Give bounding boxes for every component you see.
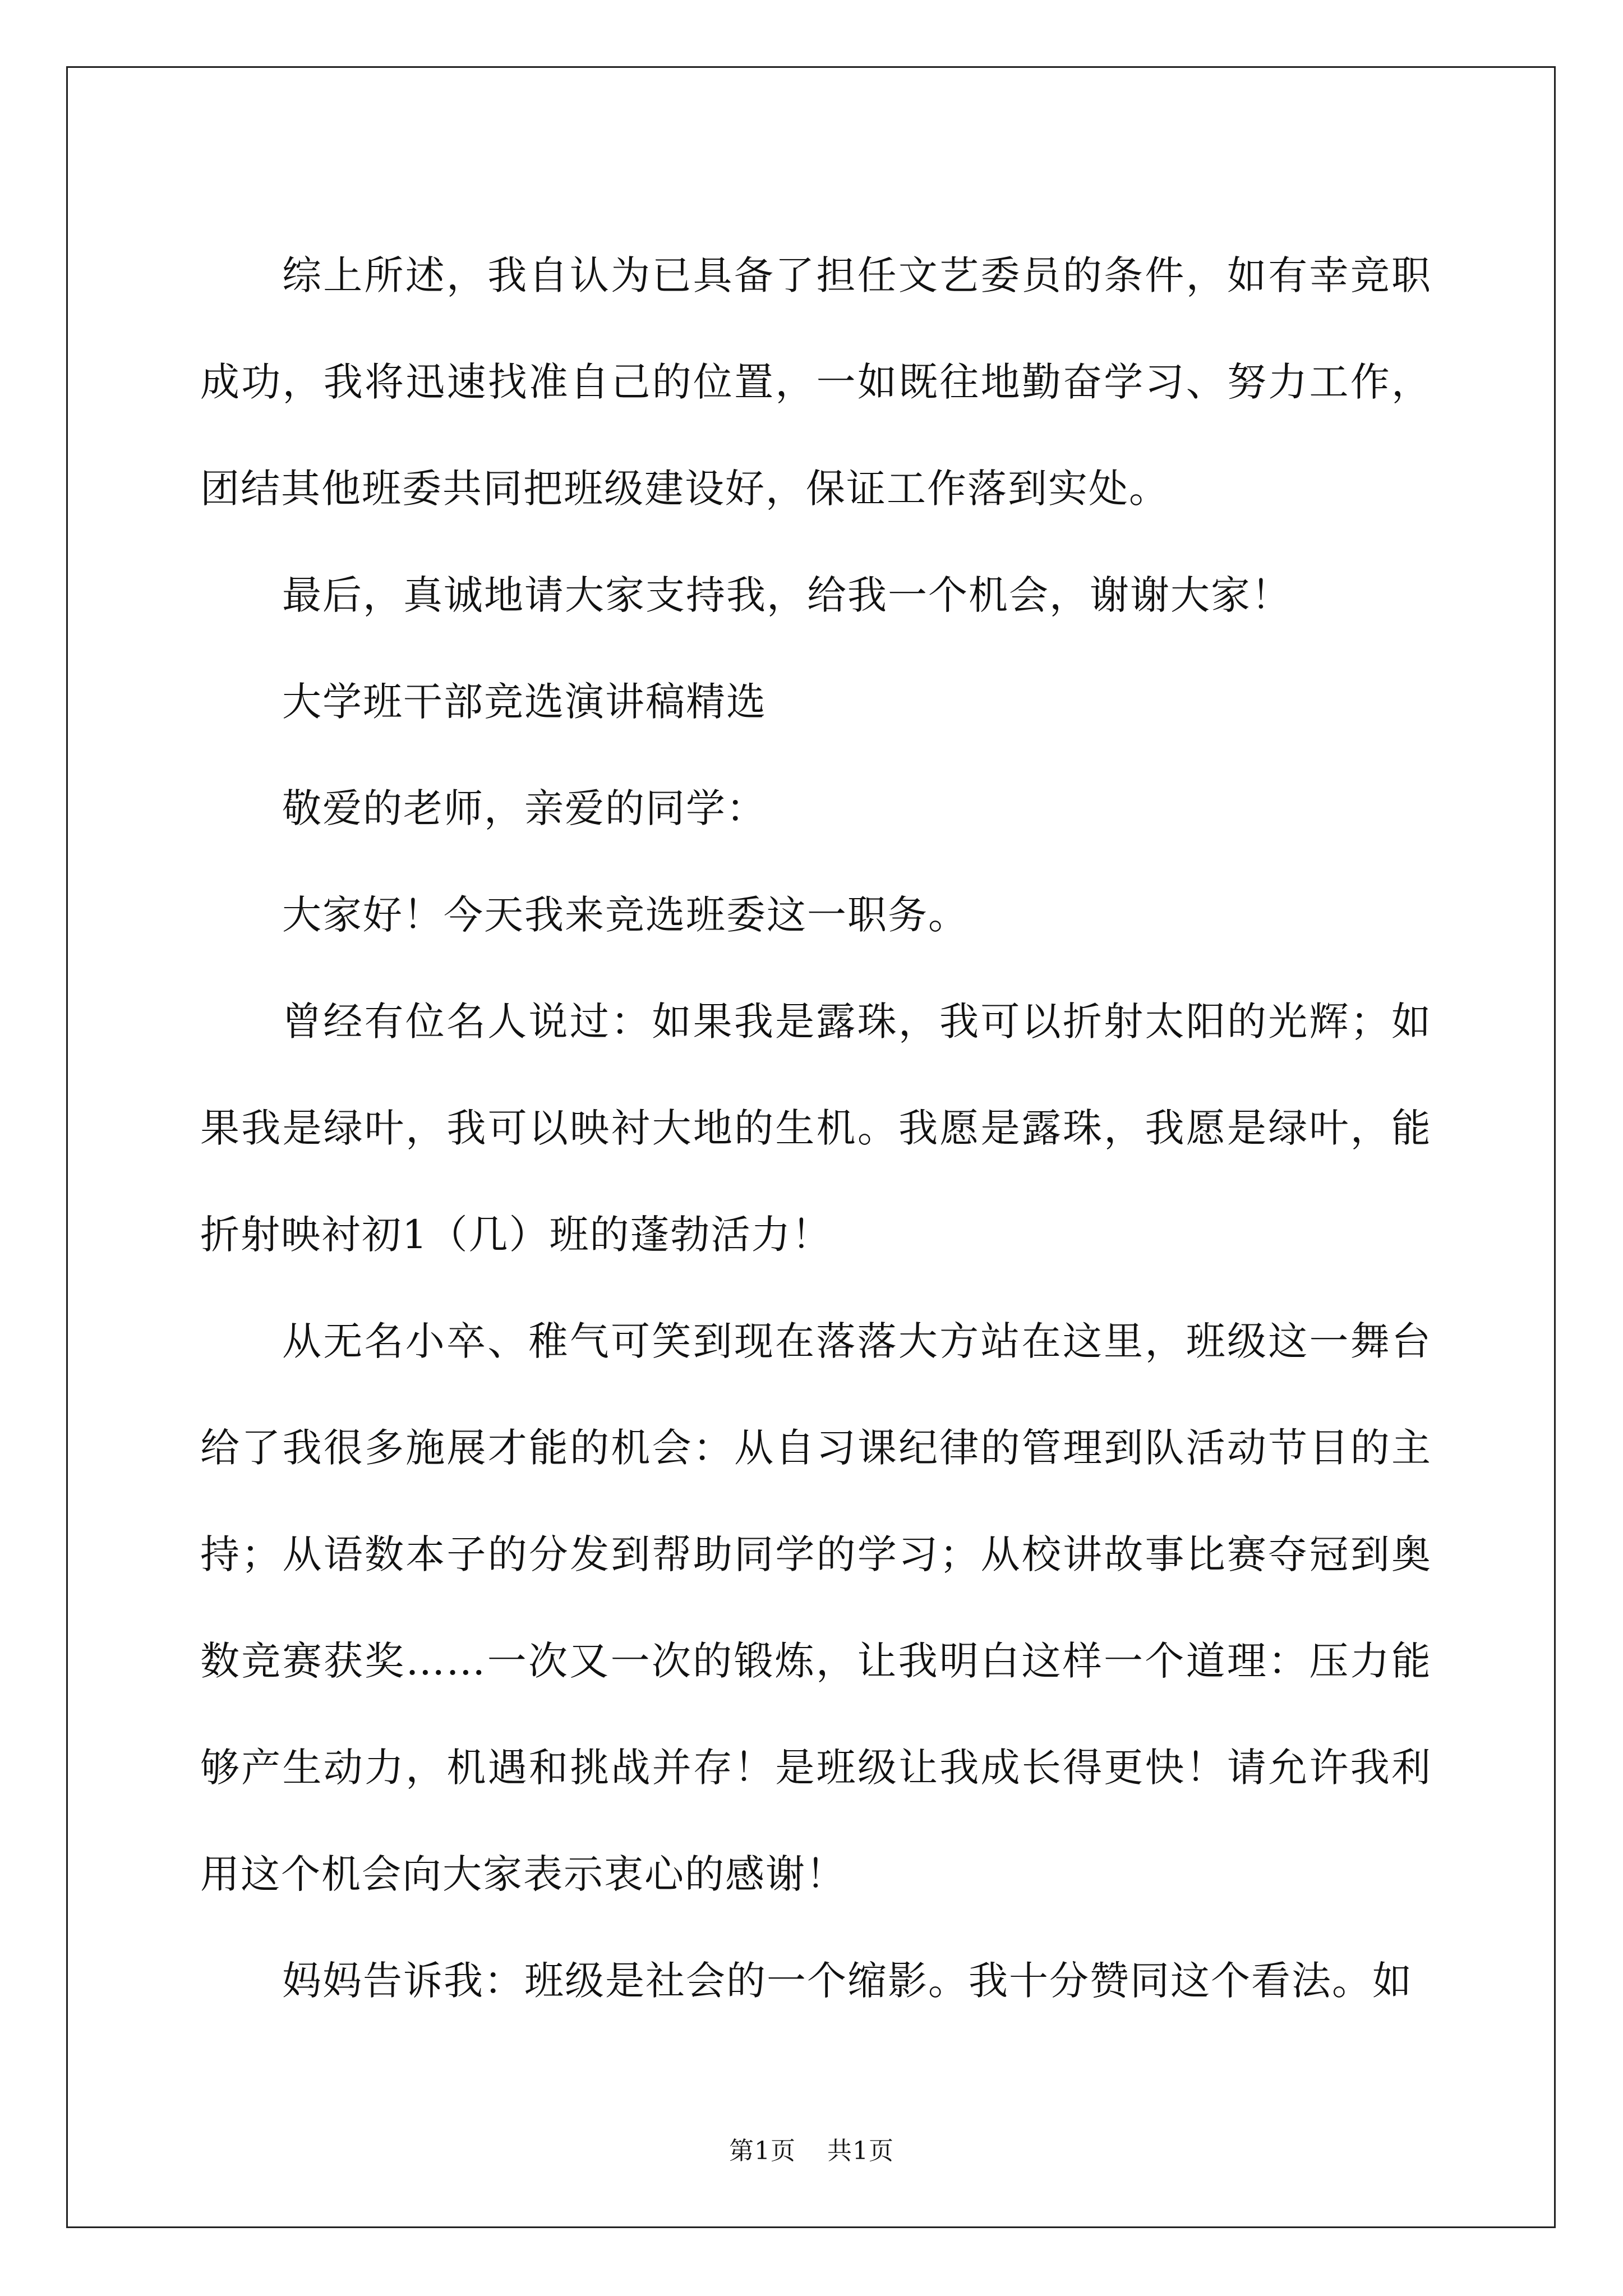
page-number-current: 第1页 <box>729 2137 796 2165</box>
page-footer <box>0 2134 1623 2168</box>
page-number-total: 共1页 <box>827 2137 894 2165</box>
paragraph: 曾经有位名人说过：如果我是露珠，我可以折射太阳的光辉；如果我是绿叶，我可以映衬大地的生机。我愿是露珠，我愿是绿叶，能折射映衬初1（几）班的蓬勃活力！ <box>200 999 1432 1258</box>
paragraph: 从无名小卒、稚气可笑到现在落落大方站在这里，班级这一舞台给了我很多施展才能的机会：从自习课纪律的管理到队活动节目的主持；从语数本子的分发到帮助同学的学习；从校讲故事比赛夺冠到奥数竞赛获奖……一次又一次的锻炼，让我明白这样一个道理：压力能够产生动力，机遇和挑战并存！是班级让我成长得更快！请允许我利用这个机会向大家表示衷心的感谢！ <box>200 1318 1432 1897</box>
section-title: 大学班干部竞选演讲稿精选 <box>282 679 767 725</box>
paragraph: 最后，真诚地请大家支持我，给我一个机会，谢谢大家！ <box>282 572 1292 618</box>
salutation: 敬爱的老师，亲爱的同学： <box>282 785 767 831</box>
paragraph: 综上所述，我自认为已具备了担任文艺委员的条件，如有幸竞职成功，我将迅速找准自己的位置，一如既往地勤奋学习、努力工作，团结其他班委共同把班级建设好，保证工作落到实处。 <box>200 252 1432 512</box>
paragraph: 大家好！今天我来竞选班委这一职务。 <box>282 892 969 938</box>
document-body <box>200 222 1432 2034</box>
paragraph: 妈妈告诉我：班级是社会的一个缩影。我十分赞同这个看法。如 <box>282 1958 1413 2004</box>
